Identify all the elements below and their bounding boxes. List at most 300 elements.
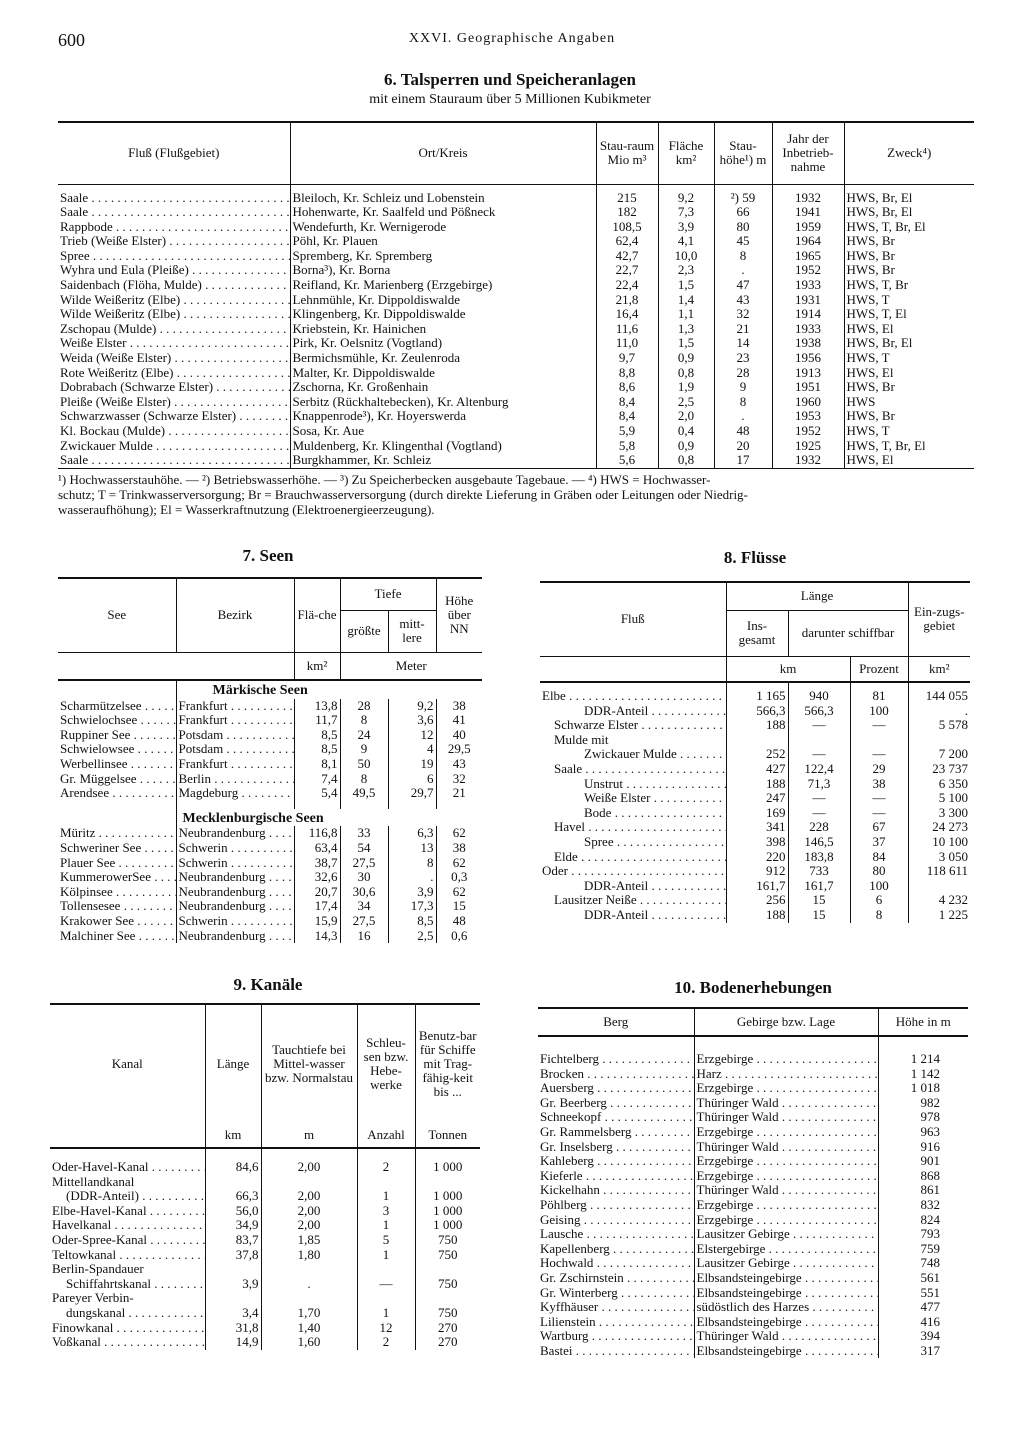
t8-cell-insgesamt (726, 908, 788, 923)
t8-cell-einzugs (908, 704, 970, 719)
t10-cell-hoehe (878, 1125, 968, 1140)
t6-cell-ort (290, 351, 596, 366)
t8-cell-schiffbar-text: 733 (809, 863, 829, 879)
t9-cell-tauch-text: 1,40 (297, 1319, 321, 1335)
table-row (538, 1096, 968, 1111)
t6-cell-fluss-text: Weiße Elster (60, 336, 127, 351)
t7-cell-hoehe (436, 742, 482, 757)
t10-cell-hoehe-text: 1 214 (910, 1051, 940, 1066)
t10-cell-berg (538, 1213, 694, 1228)
t6-cell-ort (290, 380, 596, 395)
t7-cell-see (58, 870, 176, 885)
t9-cell-benutz (415, 1335, 480, 1350)
t9-cell-laenge-text: 34,9 (235, 1217, 259, 1233)
table-row (540, 762, 970, 777)
t9-cell-kanal (50, 1218, 205, 1233)
t7-cell-bezirk-text: Neubrandenburg (178, 899, 266, 914)
t9-cell-laenge-text: 56,0 (235, 1202, 259, 1218)
t6-cell-stauhoehe (714, 249, 772, 264)
t7-cell-groesste (340, 786, 388, 801)
t7-cell-bezirk-text: Frankfurt (178, 713, 228, 728)
t8-cell-schiffbar (788, 864, 850, 879)
t10-cell-berg-text: Kickelhahn (540, 1183, 600, 1198)
t6-cell-stauraum (596, 234, 658, 249)
t10-cell-gebirge (694, 1271, 878, 1286)
t8-cell-einzugs (908, 682, 970, 704)
t8-cell-schiffbar (788, 908, 850, 923)
t6-cell-jahr-text: 1933 (795, 320, 821, 336)
t10-cell-hoehe-text: 793 (920, 1226, 940, 1242)
t8-cell-insgesamt (726, 864, 788, 879)
table-row (538, 1154, 968, 1169)
t7-cell-groesste (340, 841, 388, 856)
t7-cell-flaeche (294, 856, 340, 871)
t10-cell-gebirge-text: Erzgebirge (696, 1154, 754, 1169)
t6-cell-flaeche (658, 409, 714, 424)
t6-cell-zweck-text: HWS, El (846, 320, 894, 336)
t6-cell-fluss-text: Saale (60, 453, 89, 468)
t6-cell-fluss (58, 351, 290, 366)
t10-cell-berg (538, 1125, 694, 1140)
t8-cell-prozent (850, 777, 908, 792)
t9-cell-tauch (261, 1277, 357, 1292)
t6-cell-ort (290, 453, 596, 468)
t6-cell-stauhoehe (714, 322, 772, 337)
group-heading: Märkische Seen (212, 683, 308, 698)
t8-cell-prozent (850, 893, 908, 908)
t9-cell-tauch (261, 1262, 357, 1277)
t10-cell-gebirge-text: Elbsandsteingebirge (696, 1270, 802, 1285)
t6-cell-ort-text: Burgkhammer, Kr. Schleiz (292, 452, 432, 468)
table-row (50, 1291, 480, 1306)
t9-cell-benutz (415, 1291, 480, 1306)
t8-cell-fluss (540, 879, 726, 894)
t9-cell-schleusen (357, 1262, 415, 1277)
t8-cell-fluss (540, 806, 726, 821)
t10-cell-berg (538, 1169, 694, 1184)
t7-cell-groesste-text: 8 (360, 712, 368, 728)
t8-cell-schiffbar (788, 820, 850, 835)
t6-cell-jahr (772, 322, 844, 337)
table7-title: 7. Seen (242, 546, 294, 565)
t7-cell-hoehe (436, 856, 482, 871)
t9-cell-schleusen (357, 1160, 415, 1175)
t7-cell-mittlere (388, 914, 436, 929)
t6-cell-stauhoehe-text: 8 (739, 393, 747, 409)
t10-cell-berg-text: Lausche (540, 1227, 584, 1242)
t10-cell-hoehe-text: 963 (920, 1123, 940, 1139)
t8-cell-schiffbar-text: 566,3 (804, 702, 834, 718)
table6-subtitle: mit einem Stauraum über 5 Millionen Kubikmeter (369, 92, 651, 107)
table-row (58, 856, 482, 871)
t7-cell-see-text: Müritz (60, 826, 96, 841)
t6-cell-stauraum-text: 11,6 (615, 320, 639, 336)
t9-cell-kanal (50, 1189, 205, 1204)
t6-cell-fluss-text: Wyhra und Eula (Pleiße) (60, 263, 189, 278)
t6-cell-stauhoehe-text: 8 (739, 247, 747, 263)
t6-cell-jahr (772, 424, 844, 439)
table-row (50, 1262, 480, 1277)
table8 (540, 581, 970, 923)
group-heading-row (58, 809, 482, 827)
table-row (58, 234, 974, 249)
t6-cell-stauhoehe (714, 453, 772, 468)
t8-cell-prozent-text: 37 (872, 833, 886, 849)
t6-cell-jahr (772, 409, 844, 424)
t10-cell-hoehe-text: 1 018 (910, 1080, 940, 1096)
t8-cell-insgesamt (726, 879, 788, 894)
t6-cell-zweck-text: HWS, T, El (846, 306, 907, 322)
t8-cell-einzugs (908, 850, 970, 865)
t10-cell-berg-text: Kyffhäuser (540, 1300, 599, 1315)
t6-cell-ort-text: Lehnmühle, Kr. Dippoldiswalde (292, 291, 461, 307)
t7-cell-see (58, 914, 176, 929)
t7-cell-mittlere-text: 29,7 (410, 785, 434, 801)
t6-cell-fluss (58, 439, 290, 454)
t6-cell-stauhoehe-text: ²) 59 (730, 189, 756, 205)
t7-cell-see-text: Tollensesee (60, 899, 121, 914)
t6-cell-ort-text: Serbitz (Rückhaltebecken), Kr. Altenburg (292, 393, 509, 409)
t6-cell-ort (290, 409, 596, 424)
table-row (538, 1183, 968, 1198)
t9-cell-laenge (205, 1218, 261, 1233)
t8-cell-insgesamt (726, 762, 788, 777)
table-row (58, 380, 974, 395)
t7-cell-see (58, 899, 176, 914)
t8-cell-prozent-text: — (872, 717, 886, 733)
table-row (540, 820, 970, 835)
t6-cell-flaeche (658, 380, 714, 395)
t7-cell-groesste (340, 870, 388, 885)
t6-cell-fluss-text: Kl. Bockau (Mulde) (60, 424, 166, 438)
t6-cell-jahr (772, 220, 844, 235)
table-row (50, 1160, 480, 1175)
t6-cell-jahr (772, 336, 844, 351)
t6-cell-jahr-text: 1931 (795, 291, 821, 307)
t8-cell-insgesamt-text: 188 (766, 906, 786, 922)
t6-cell-stauhoehe-text: 21 (736, 320, 750, 336)
t7-cell-bezirk (176, 856, 294, 871)
t7-cell-bezirk-text: Neubrandenburg (178, 884, 266, 899)
t6-cell-stauhoehe-text: 32 (736, 306, 750, 322)
t7-cell-mittlere-text: 2,5 (417, 927, 434, 943)
t6-cell-jahr (772, 184, 844, 205)
t6-cell-ort (290, 307, 596, 322)
t6-cell-jahr-text: 1952 (795, 423, 821, 438)
t9-cell-schleusen-text: 1 (382, 1188, 390, 1204)
t7-cell-hoehe (436, 899, 482, 914)
t9-cell-benutz (415, 1262, 480, 1277)
t8-cell-insgesamt-text: 1 165 (756, 688, 786, 703)
t10-cell-hoehe (878, 1110, 968, 1125)
t6-cell-flaeche-text: 0,9 (677, 350, 695, 366)
t7-cell-flaeche (294, 914, 340, 929)
t7-cell-flaeche-text: 32,6 (314, 869, 338, 885)
t7-cell-flaeche-text: 15,9 (314, 912, 338, 928)
t6-cell-zweck (844, 453, 974, 468)
table-row (58, 278, 974, 293)
t7-cell-hoehe-text: 40 (452, 726, 466, 742)
t6-cell-flaeche-text: 10,0 (674, 247, 698, 263)
t7-cell-mittlere (388, 899, 436, 914)
t10-cell-hoehe-text: 832 (920, 1196, 940, 1212)
t10-cell-gebirge (694, 1052, 878, 1067)
t7-cell-mittlere-text: . (430, 869, 434, 885)
t10-cell-hoehe-text: 861 (920, 1182, 940, 1198)
t6-cell-zweck (844, 424, 974, 439)
t10-cell-hoehe (878, 1300, 968, 1315)
t7-cell-bezirk-text: Frankfurt (178, 756, 228, 771)
t8-cell-prozent (850, 718, 908, 733)
t6-cell-ort-text: Bermichsmühle, Kr. Zeulenroda (292, 350, 461, 366)
t7-cell-flaeche (294, 713, 340, 728)
t6-cell-zweck-text: HWS, T, Br, El (846, 437, 926, 453)
t8-cell-prozent (850, 704, 908, 719)
t7-cell-see (58, 728, 176, 743)
t7-cell-mittlere-text: 8 (427, 854, 434, 870)
t9-cell-kanal-text: dungskanal (66, 1305, 126, 1320)
t7-cell-see (58, 772, 176, 787)
t6-cell-ort-text: Pöhl, Kr. Plauen (292, 233, 378, 249)
t8-cell-fluss-text: Schwarze Elster (554, 718, 639, 733)
t10-cell-gebirge (694, 1213, 878, 1228)
t6-cell-zweck-text: HWS, T (846, 350, 890, 366)
table-row (58, 841, 482, 856)
t7-cell-see-text: KummerowerSee (60, 870, 151, 885)
t9-cell-benutz-text: 1 000 (433, 1188, 463, 1204)
t6-cell-zweck-text: HWS, Br, El (846, 189, 913, 205)
t7-cell-groesste-text: 16 (357, 927, 371, 943)
t10-cell-hoehe (878, 1227, 968, 1242)
t7-cell-bezirk (176, 742, 294, 757)
t7-cell-groesste (340, 699, 388, 714)
t7-cell-bezirk (176, 699, 294, 714)
t9-cell-kanal-text: Pareyer Verbin- (52, 1290, 134, 1306)
t8-cell-insgesamt-text: 398 (766, 833, 786, 849)
table-row (540, 704, 970, 719)
t7-cell-flaeche-text: 63,4 (314, 839, 338, 855)
t10-cell-berg-text: Geising (540, 1212, 581, 1227)
table-row (540, 850, 970, 865)
table-row (540, 864, 970, 879)
t10-cell-gebirge (694, 1329, 878, 1344)
t6-cell-stauraum (596, 322, 658, 337)
t7-cell-hoehe-text: 21 (452, 785, 466, 801)
t6-cell-ort (290, 184, 596, 205)
t10-cell-berg (538, 1052, 694, 1067)
t8-cell-einzugs-text: 5 100 (938, 790, 969, 806)
t9-unit-tonnen: Tonnen (415, 1122, 480, 1148)
t7-cell-mittlere-text: 17,3 (410, 898, 434, 914)
t6-cell-fluss (58, 307, 290, 322)
t9-cell-kanal (50, 1233, 205, 1248)
t6-cell-flaeche (658, 249, 714, 264)
t7-cell-hoehe-text: 43 (452, 755, 466, 771)
t10-cell-hoehe (878, 1271, 968, 1286)
t10-cell-hoehe (878, 1198, 968, 1213)
t10-cell-gebirge-text: Elbsandsteingebirge (696, 1285, 802, 1300)
table-row (538, 1286, 968, 1301)
t6-cell-fluss (58, 293, 290, 308)
t10-cell-berg-text: Fichtelberg (540, 1052, 599, 1066)
t7-cell-groesste-text: 30 (357, 869, 371, 885)
t7-cell-mittlere (388, 841, 436, 856)
t9-cell-kanal-text: Elbe-Havel-Kanal (52, 1203, 147, 1218)
t6-cell-flaeche (658, 439, 714, 454)
table-row (58, 728, 482, 743)
t7-cell-hoehe-text: 48 (452, 912, 466, 928)
t6-cell-jahr-text: 1933 (795, 277, 821, 293)
t9-cell-kanal (50, 1204, 205, 1219)
t7-cell-see (58, 699, 176, 714)
t6-cell-flaeche-text: 2,5 (677, 393, 695, 409)
t6-cell-stauraum (596, 424, 658, 439)
t9-cell-laenge (205, 1204, 261, 1219)
t9-cell-schleusen (357, 1335, 415, 1350)
t8-cell-insgesamt-text: 247 (766, 790, 786, 806)
t8-cell-schiffbar-text: — (812, 746, 826, 762)
t10-cell-gebirge-text: Thüringer Wald (696, 1183, 779, 1198)
t8-head-fluss: Fluß (540, 582, 726, 656)
t8-cell-insgesamt-text: 256 (766, 892, 786, 908)
t6-cell-stauhoehe-text: . (741, 408, 745, 424)
t6-cell-jahr (772, 453, 844, 468)
t9-cell-schleusen-text: 3 (382, 1202, 390, 1218)
t10-cell-berg (538, 1110, 694, 1125)
t6-cell-ort-text: Malter, Kr. Dippoldiswalde (292, 364, 435, 380)
t6-cell-fluss (58, 220, 290, 235)
t9-cell-kanal-text: Havelkanal (52, 1218, 112, 1233)
t6-cell-ort-text: Kriebstein, Kr. Hainichen (292, 320, 427, 336)
t8-cell-einzugs (908, 777, 970, 792)
t6-cell-flaeche-text: 2,3 (677, 262, 695, 278)
t10-cell-gebirge-text: Erzgebirge (696, 1052, 754, 1066)
t7-cell-bezirk (176, 899, 294, 914)
t10-head-gebirge: Gebirge bzw. Lage (694, 1008, 878, 1036)
t9-cell-benutz (415, 1175, 480, 1190)
t7-cell-mittlere-text: 12 (420, 726, 434, 742)
t8-cell-einzugs (908, 908, 970, 923)
t6-cell-stauhoehe (714, 424, 772, 439)
t8-cell-prozent (850, 762, 908, 777)
t9-cell-schleusen-text: — (379, 1275, 393, 1291)
table-row (540, 835, 970, 850)
t9-cell-kanal-text: Teltowkanal (52, 1247, 117, 1262)
t7-cell-flaeche-text: 14,3 (314, 927, 338, 943)
t6-cell-flaeche (658, 453, 714, 468)
t7-cell-hoehe (436, 826, 482, 841)
t7-cell-groesste-text: 30,6 (352, 883, 376, 899)
t7-cell-bezirk (176, 885, 294, 900)
t7-cell-hoehe (436, 786, 482, 801)
t6-cell-stauhoehe-text: 48 (736, 423, 750, 438)
t8-cell-fluss (540, 820, 726, 835)
t7-cell-bezirk (176, 841, 294, 856)
t6-cell-zweck (844, 380, 974, 395)
t6-cell-fluss-text: Wilde Weißeritz (Elbe) (60, 292, 181, 307)
t6-cell-jahr (772, 351, 844, 366)
t7-cell-hoehe (436, 841, 482, 856)
t6-cell-stauraum-text: 5,9 (618, 423, 636, 438)
t10-cell-gebirge-text: Elbsandsteingebirge (696, 1314, 802, 1329)
t10-cell-hoehe-text: 982 (920, 1094, 940, 1110)
t9-cell-schleusen (357, 1175, 415, 1190)
t8-cell-fluss-text: Spree (584, 834, 614, 849)
t6-cell-zweck (844, 293, 974, 308)
t8-cell-prozent (850, 835, 908, 850)
t6-cell-flaeche (658, 351, 714, 366)
t8-cell-insgesamt-text: 220 (766, 848, 786, 864)
table-row (50, 1204, 480, 1219)
t7-cell-flaeche (294, 841, 340, 856)
t10-cell-berg-text: Hochwald (540, 1256, 594, 1271)
t10-cell-berg (538, 1256, 694, 1271)
t9-head-laenge: Länge (205, 1004, 261, 1122)
t8-cell-prozent (850, 733, 908, 748)
t8-cell-einzugs-text: 10 100 (932, 833, 969, 849)
t10-cell-gebirge-text: Thüringer Wald (696, 1095, 779, 1110)
t7-cell-groesste-text: 27,5 (352, 854, 376, 870)
t6-cell-zweck-text: HWS, Br (846, 408, 895, 424)
t6-cell-jahr-text: 1951 (795, 379, 821, 395)
t6-cell-fluss (58, 184, 290, 205)
t7-cell-hoehe-text: 41 (452, 712, 466, 728)
table-row (538, 1052, 968, 1067)
t6-cell-jahr-text: 1941 (795, 204, 821, 220)
table-row (540, 733, 970, 748)
t8-cell-fluss (540, 747, 726, 762)
t8-cell-einzugs-text: 6 350 (938, 775, 969, 791)
t7-cell-bezirk-text: Schwerin (178, 840, 228, 855)
t8-cell-fluss-text: Saale (554, 761, 583, 776)
t6-cell-zweck (844, 249, 974, 264)
t9-cell-benutz-text: 1 000 (433, 1159, 463, 1174)
table-row (50, 1335, 480, 1350)
t8-cell-prozent-text: 29 (872, 760, 886, 776)
t6-cell-flaeche (658, 336, 714, 351)
t7-cell-see (58, 742, 176, 757)
t7-cell-mittlere-text: 19 (420, 755, 434, 771)
t9-cell-tauch (261, 1218, 357, 1233)
t9-cell-kanal-text: Oder-Havel-Kanal (52, 1160, 149, 1174)
t6-cell-stauraum-text: 8,4 (618, 408, 636, 424)
t8-cell-einzugs (908, 718, 970, 733)
t10-cell-berg-text: Pöhlberg (540, 1197, 587, 1212)
t8-cell-fluss (540, 850, 726, 865)
t6-cell-fluss (58, 263, 290, 278)
t7-cell-see-text: Schweriner See (60, 840, 142, 855)
table10-title: 10. Bodenerhebungen (674, 978, 832, 997)
t6-cell-jahr-text: 1932 (795, 189, 821, 205)
t9-cell-benutz (415, 1248, 480, 1263)
t7-cell-bezirk (176, 870, 294, 885)
t6-cell-stauhoehe (714, 293, 772, 308)
t8-cell-prozent-text: — (872, 746, 886, 762)
t7-cell-mittlere (388, 728, 436, 743)
t9-cell-kanal (50, 1306, 205, 1321)
t7-cell-flaeche (294, 772, 340, 787)
t10-cell-berg-text: Schneekopf (540, 1110, 602, 1125)
t9-cell-kanal-text: Berlin-Spandauer (52, 1261, 144, 1277)
t6-cell-jahr-text: 1938 (795, 335, 821, 351)
t10-cell-gebirge (694, 1242, 878, 1257)
t6-cell-ort-text: Bleiloch, Kr. Schleiz und Lobenstein (292, 189, 485, 205)
t7-cell-bezirk-text: Schwerin (178, 855, 228, 870)
t7-cell-mittlere (388, 757, 436, 772)
t6-cell-stauhoehe (714, 263, 772, 278)
t6-cell-stauraum-text: 22,7 (615, 262, 639, 278)
t7-cell-groesste (340, 899, 388, 914)
